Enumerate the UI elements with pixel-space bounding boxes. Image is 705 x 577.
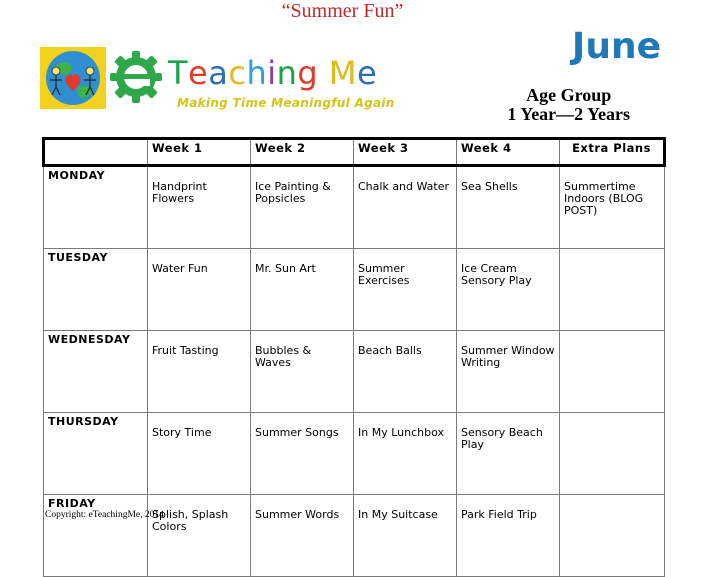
table-header-row <box>44 139 665 166</box>
activity-cell: In My Lunchbox <box>354 413 457 495</box>
table-row <box>44 495 665 577</box>
brand-letter: T <box>168 54 189 92</box>
activity-cell: Splish, Splash Colors <box>148 495 251 577</box>
activity-cell: Ice Cream Sensory Play <box>457 249 560 331</box>
month-heading: June <box>571 26 661 67</box>
activity-cell: In My Suitcase <box>354 495 457 577</box>
day-label: WEDNESDAY <box>44 331 148 413</box>
gear-e-logo-icon <box>108 49 164 105</box>
activity-cell: Sea Shells <box>457 166 560 249</box>
activity-cell: Bubbles & Waves <box>251 331 354 413</box>
brand-letter: M <box>328 54 357 92</box>
activity-cell: Summer Words <box>251 495 354 577</box>
brand-letter: e <box>356 54 378 92</box>
activity-cell: Ice Painting & Popsicles <box>251 166 354 249</box>
activity-cell: Sensory Beach Play <box>457 413 560 495</box>
day-label: MONDAY <box>44 166 148 249</box>
brand-letter: c <box>228 54 247 92</box>
brand-letter <box>318 54 329 92</box>
activity-cell: Park Field Trip <box>457 495 560 577</box>
activity-cell: Chalk and Water <box>354 166 457 249</box>
table-row <box>44 249 665 331</box>
age-group-value: 1 Year—2 Years <box>507 104 630 124</box>
activity-cell: Handprint Flowers <box>148 166 251 249</box>
table-row <box>44 413 665 495</box>
header-cell-week-3: Week 3 <box>354 139 457 166</box>
age-group-label: Age Group <box>526 85 612 105</box>
activity-cell <box>560 413 665 495</box>
table-row <box>44 166 665 249</box>
header-cell-extra-plans: Extra Plans <box>560 139 665 166</box>
day-label: THURSDAY <box>44 413 148 495</box>
brand-letter: h <box>246 54 268 92</box>
brand-tagline: Making Time Meaningful Again <box>177 96 395 110</box>
header-cell <box>44 139 148 166</box>
activity-cell: Summer Window Writing <box>457 331 560 413</box>
table-row <box>44 331 665 413</box>
day-label: TUESDAY <box>44 249 148 331</box>
age-group <box>507 86 630 124</box>
activity-cell: Water Fun <box>148 249 251 331</box>
brand-letter: n <box>276 54 298 92</box>
brand-letter: a <box>208 54 229 92</box>
header-cell-week-2: Week 2 <box>251 139 354 166</box>
brand-name <box>168 54 377 92</box>
header-cell-week-4: Week 4 <box>457 139 560 166</box>
globe-kids-logo-icon <box>40 47 106 109</box>
activity-cell: Fruit Tasting <box>148 331 251 413</box>
activity-cell <box>560 495 665 577</box>
activity-cell <box>560 331 665 413</box>
brand-letter: g <box>297 54 319 92</box>
day-label: FRIDAY <box>44 495 148 577</box>
activity-cell: Story Time <box>148 413 251 495</box>
activity-cell <box>560 249 665 331</box>
activity-cell: Summertime Indoors (BLOG POST) <box>560 166 665 249</box>
header-cell-week-1: Week 1 <box>148 139 251 166</box>
activity-cell: Summer Exercises <box>354 249 457 331</box>
page-title: “Summer Fun” <box>281 0 404 22</box>
activity-cell: Beach Balls <box>354 331 457 413</box>
activity-cell: Mr. Sun Art <box>251 249 354 331</box>
brand-letter: e <box>188 54 209 92</box>
copyright-notice: Copyright: eTeachingMe, 2014 <box>45 510 164 520</box>
brand-letter: i <box>267 54 277 92</box>
activity-cell: Summer Songs <box>251 413 354 495</box>
